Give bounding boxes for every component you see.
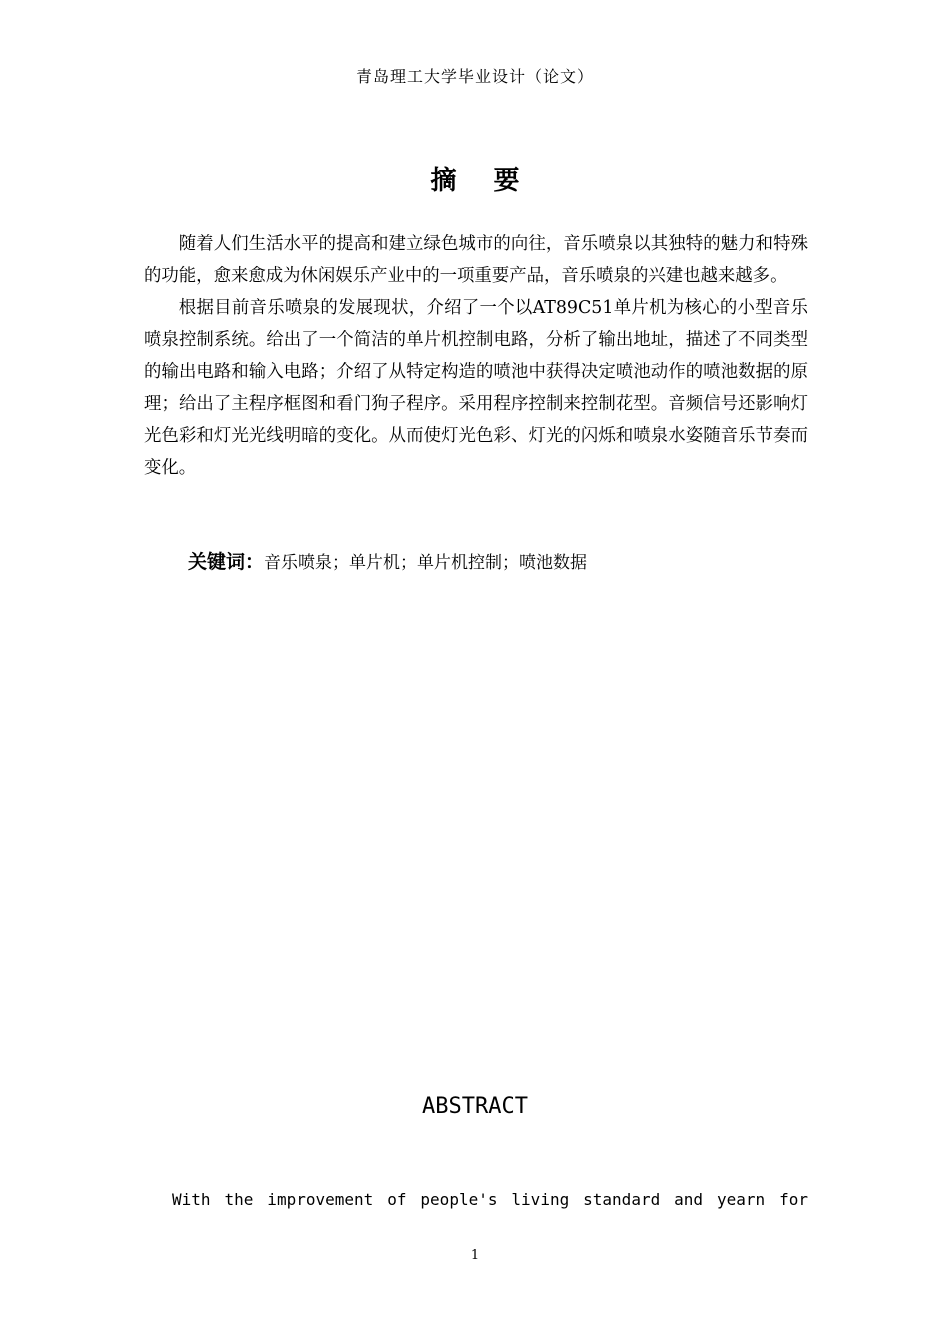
abstract-en-body: With the improvement of people's living standard and yearn for xyxy=(172,1190,808,1209)
abstract-en-title: ABSTRACT xyxy=(422,1094,528,1119)
abstract-cn-title: 摘 要 xyxy=(430,166,534,196)
keywords-line xyxy=(188,546,808,579)
abstract-cn-body xyxy=(144,228,808,484)
page-number: 1 xyxy=(470,1248,480,1263)
keywords-text: 音乐喷泉；单片机；单片机控制；喷池数据 xyxy=(264,553,588,573)
abstract-cn-paragraph-2: 根据目前音乐喷泉的发展现状，介绍了一个以AT89C51单片机为核心的小型音乐喷泉控制系统。给出了一个简洁的单片机控制电路，分析了输出地址，描述了不同类型的输出电路和输入电路；介绍了从特定构造的喷池中获得决定喷池动作的喷池数据的原理；给出了主程序框图和看门狗子程序。采用程序控制来控制花型。音频信号还影响灯光色彩和灯光光线明暗的变化。从而使灯光色彩、灯光的闪烁和喷泉水姿随音乐节奏而变化。 xyxy=(144,298,808,478)
running-header: 青岛理工大学毕业设计（论文） xyxy=(355,67,594,86)
keywords-label: 关键词： xyxy=(188,551,265,573)
abstract-cn-paragraph-1: 随着人们生活水平的提高和建立绿色城市的向往，音乐喷泉以其独特的魅力和特殊的功能，愈来愈成为休闲娱乐产业中的一项重要产品，音乐喷泉的兴建也越来越多。 xyxy=(144,234,808,286)
